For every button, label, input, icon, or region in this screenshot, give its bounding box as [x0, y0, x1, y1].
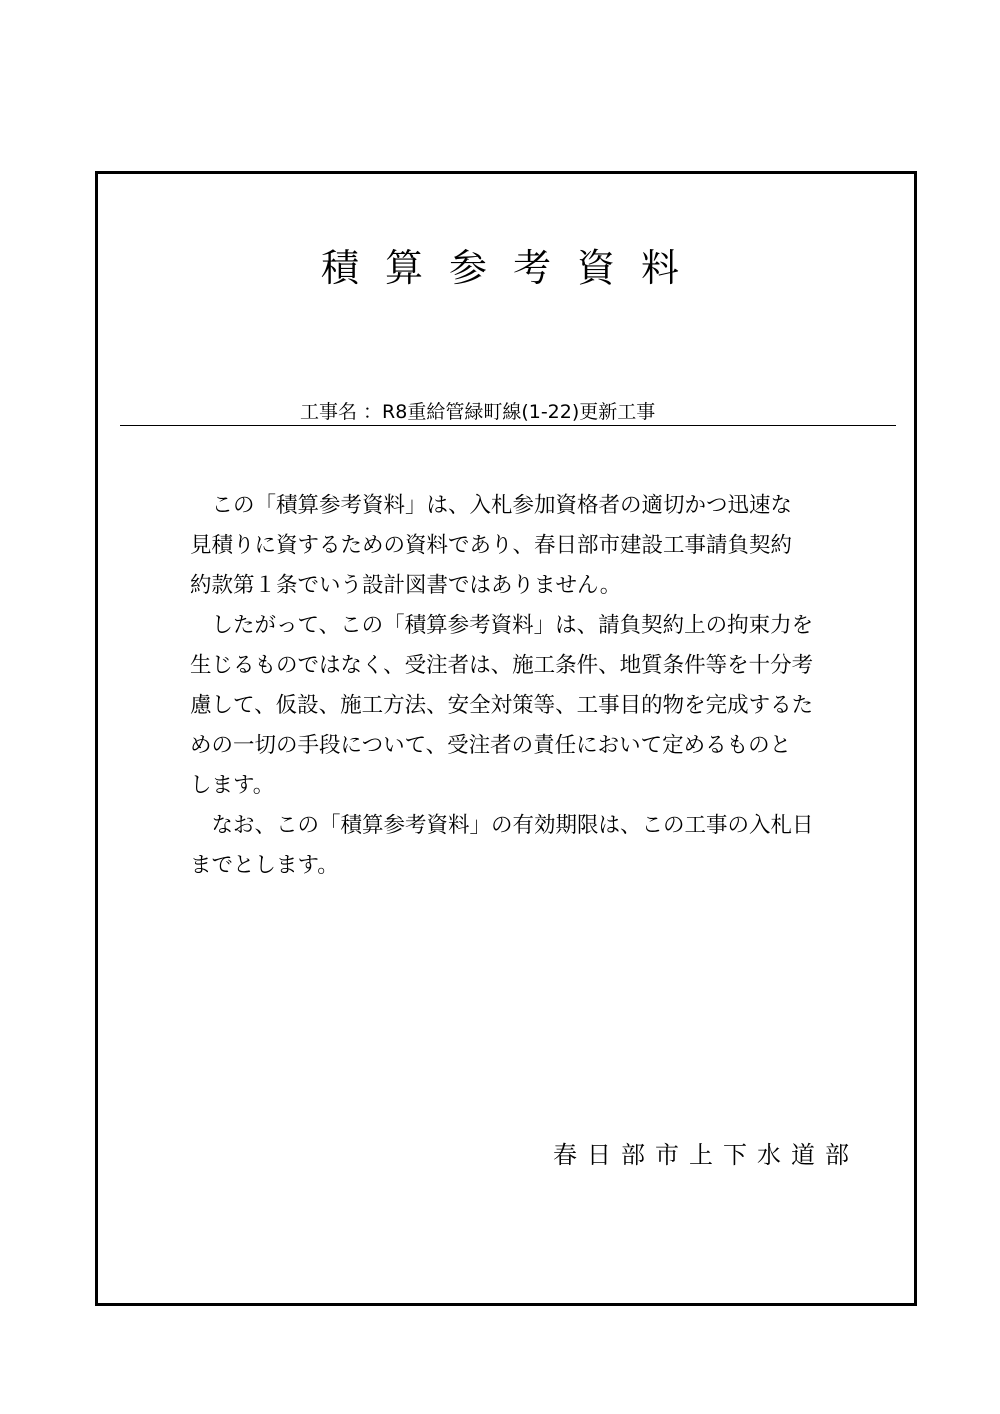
body-line: までとします。 [190, 853, 339, 878]
project-name-underline [120, 425, 896, 426]
body-line: します。 [190, 773, 275, 798]
document-title: 積算参考資料 [320, 246, 705, 290]
body-line: 慮して、仮設、施工方法、安全対策等、工事目的物を完成するた [190, 693, 814, 718]
body-line: この「積算参考資料」は、入札参加資格者の適切かつ迅速な [190, 493, 793, 518]
body-line: したがって、この「積算参考資料」は、請負契約上の拘束力を [190, 613, 814, 638]
body-line: なお、この「積算参考資料」の有効期限は、この工事の入札日 [190, 813, 814, 838]
issuer-name: 春日部市上下水道部 [553, 1141, 859, 1169]
disclaimer-text [190, 486, 850, 886]
project-name: 工事名 ：R8重給管緑町線(1-22)更新工事 [300, 401, 656, 423]
body-line: 見積りに資するための資料であり、春日部市建設工事請負契約 [190, 533, 793, 558]
body-line: めの一切の手段について、受注者の責任において定めるものと [190, 733, 792, 758]
body-line: 約款第１条でいう設計図書ではありません。 [190, 573, 622, 598]
body-line: 生じるものではなく、受注者は、施工条件、地質条件等を十分考 [190, 653, 814, 678]
